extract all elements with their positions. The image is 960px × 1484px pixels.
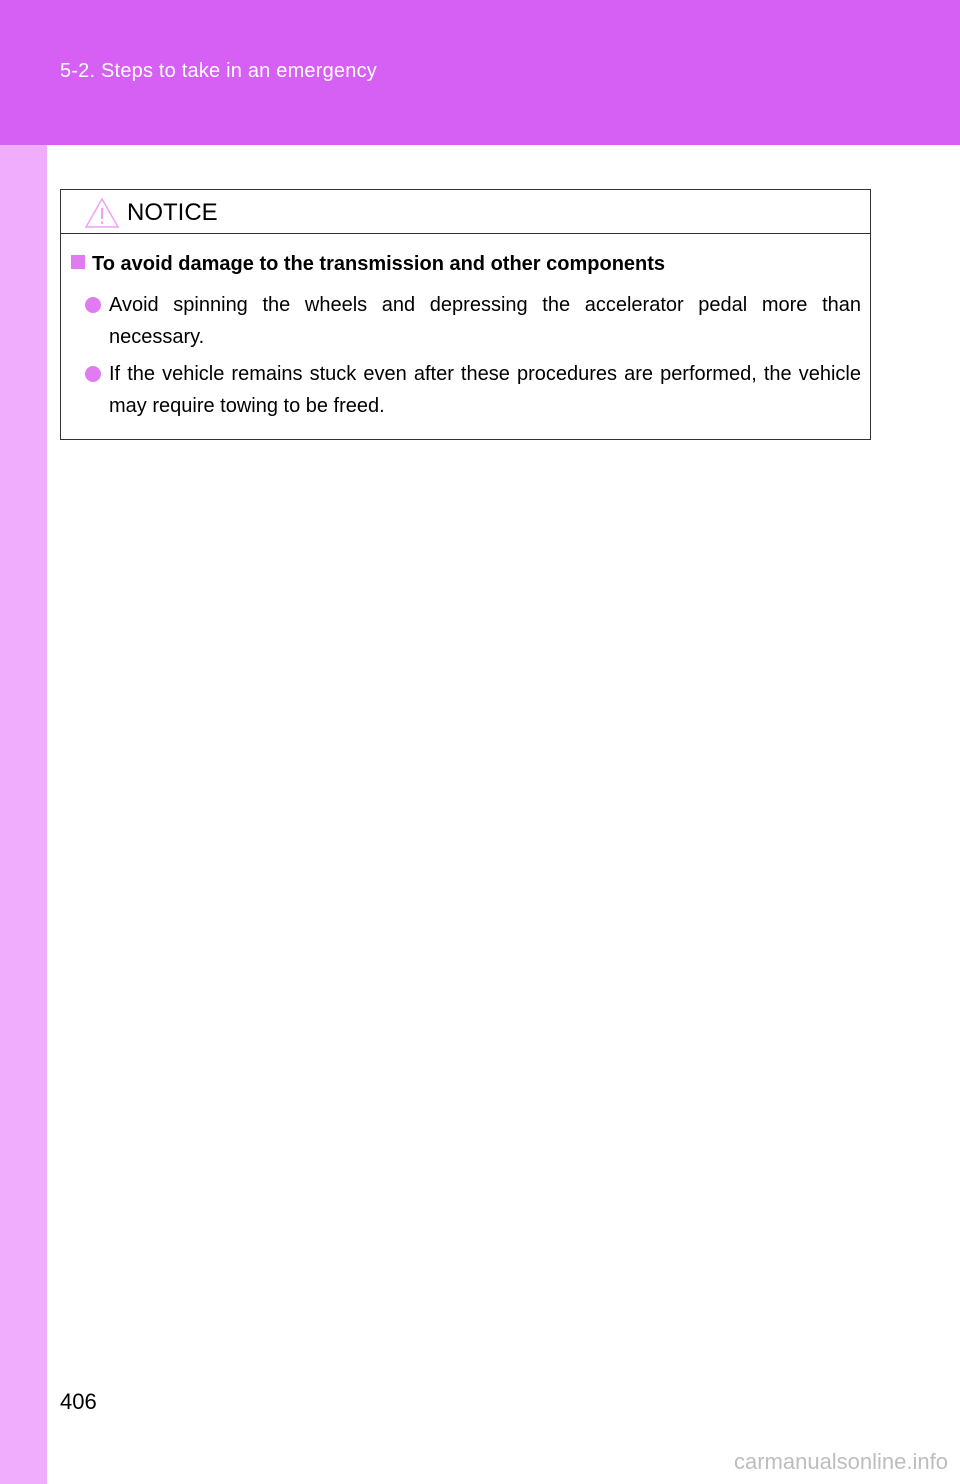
list-item-text: If the vehicle remains stuck even after these procedures are performed, the vehicle may require towing to be freed. [109, 363, 861, 417]
warning-triangle-icon [84, 197, 120, 229]
notice-title: NOTICE [127, 199, 218, 226]
bullet-dot-icon [85, 297, 101, 313]
list-item [85, 289, 861, 353]
page-number: 406 [60, 1389, 97, 1414]
side-strip [0, 145, 47, 1484]
notice-heading-text: To avoid damage to the transmission and other components [92, 253, 666, 275]
header-band [0, 0, 960, 145]
section-title: 5-2. Steps to take in an emergency [60, 60, 377, 82]
list-item-text: Avoid spinning the wheels and depressing the accelerator pedal more than necessary. [109, 294, 861, 348]
notice-header [61, 190, 870, 234]
notice-box [60, 189, 871, 440]
bullet-dot-icon [85, 366, 101, 382]
list-item [85, 358, 861, 422]
square-bullet-icon [71, 255, 85, 269]
notice-heading [71, 253, 665, 276]
watermark: carmanualsonline.info [733, 1449, 948, 1474]
